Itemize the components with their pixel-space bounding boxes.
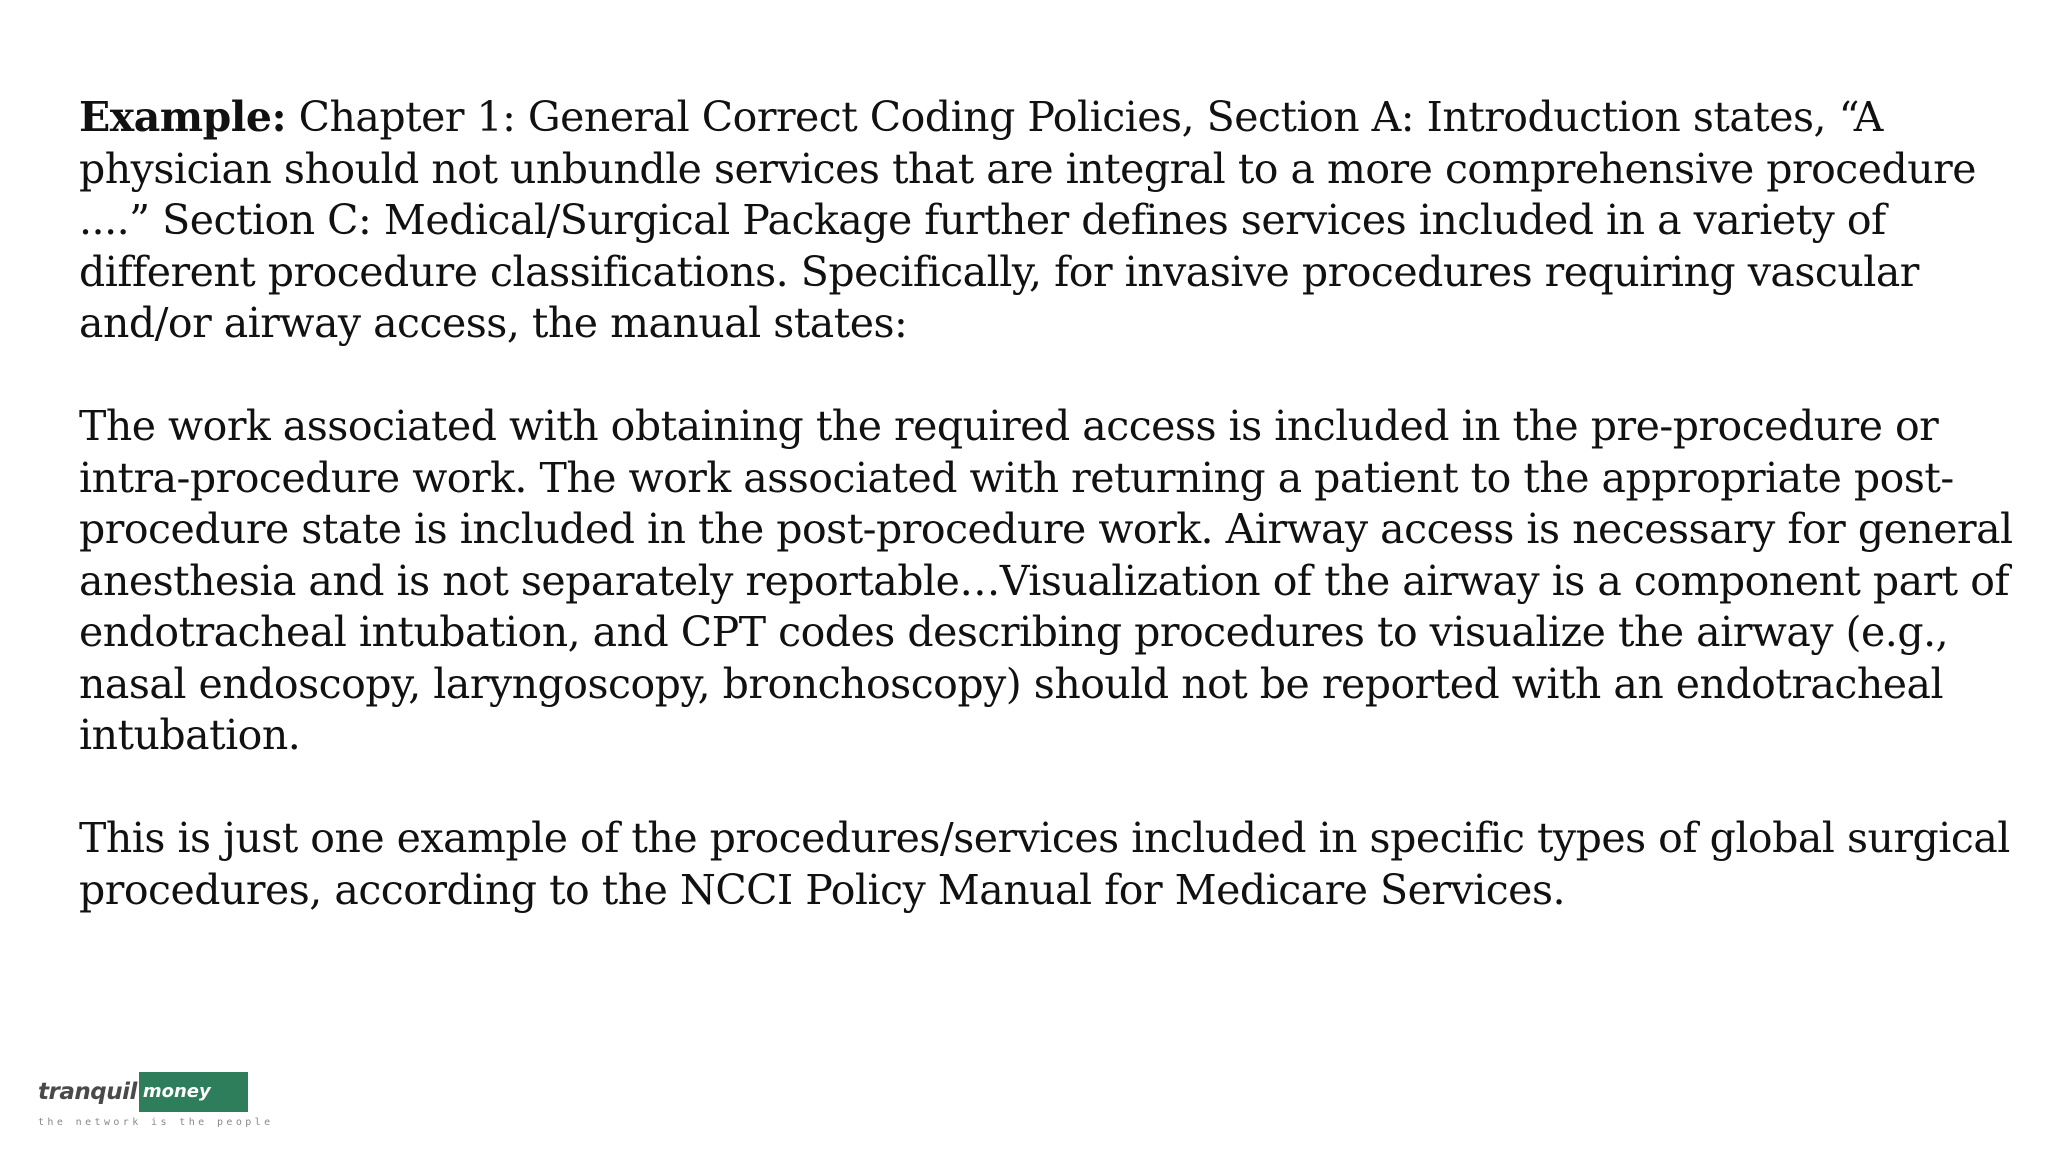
paragraph-example	[79, 92, 2039, 350]
logo-brand-part1: tranquil	[38, 1079, 137, 1105]
paragraph-summary: This is just one example of the procedures/services included in specific types of global surgical procedures, according to the NCCI Policy Manual for Medicare Services.	[79, 814, 2010, 914]
logo-brand-part2: money	[139, 1072, 248, 1112]
logo-tagline: the network is the people	[38, 1117, 274, 1128]
example-label: Example:	[79, 93, 287, 141]
document-body	[79, 92, 2039, 968]
example-text: Chapter 1: General Correct Coding Policies, Section A: Introduction states, “A physician should not unbundle services that are integral to a more comprehensive procedure ....” Section C: Medical/Surgical Package further defines services included in a variety of different procedure classifications. Specifically, for invasive procedures requiring vascular and/or airway access, the manual states:	[79, 93, 1977, 347]
company-logo	[38, 1072, 274, 1132]
logo-wordmark	[38, 1072, 248, 1112]
paragraph-quote: The work associated with obtaining the required access is included in the pre-procedure or intra-procedure work. The work associated with returning a patient to the appropriate post-procedure state is included in the post-procedure work. Airway access is necessary for general anesthesia and is not separately reportable…Visualization of the airway is a component part of endotracheal intubation, and CPT codes describing procedures to visualize the airway (e.g., nasal endoscopy, laryngoscopy, bronchoscopy) should not be reported with an endotracheal intubation.	[79, 402, 2013, 759]
